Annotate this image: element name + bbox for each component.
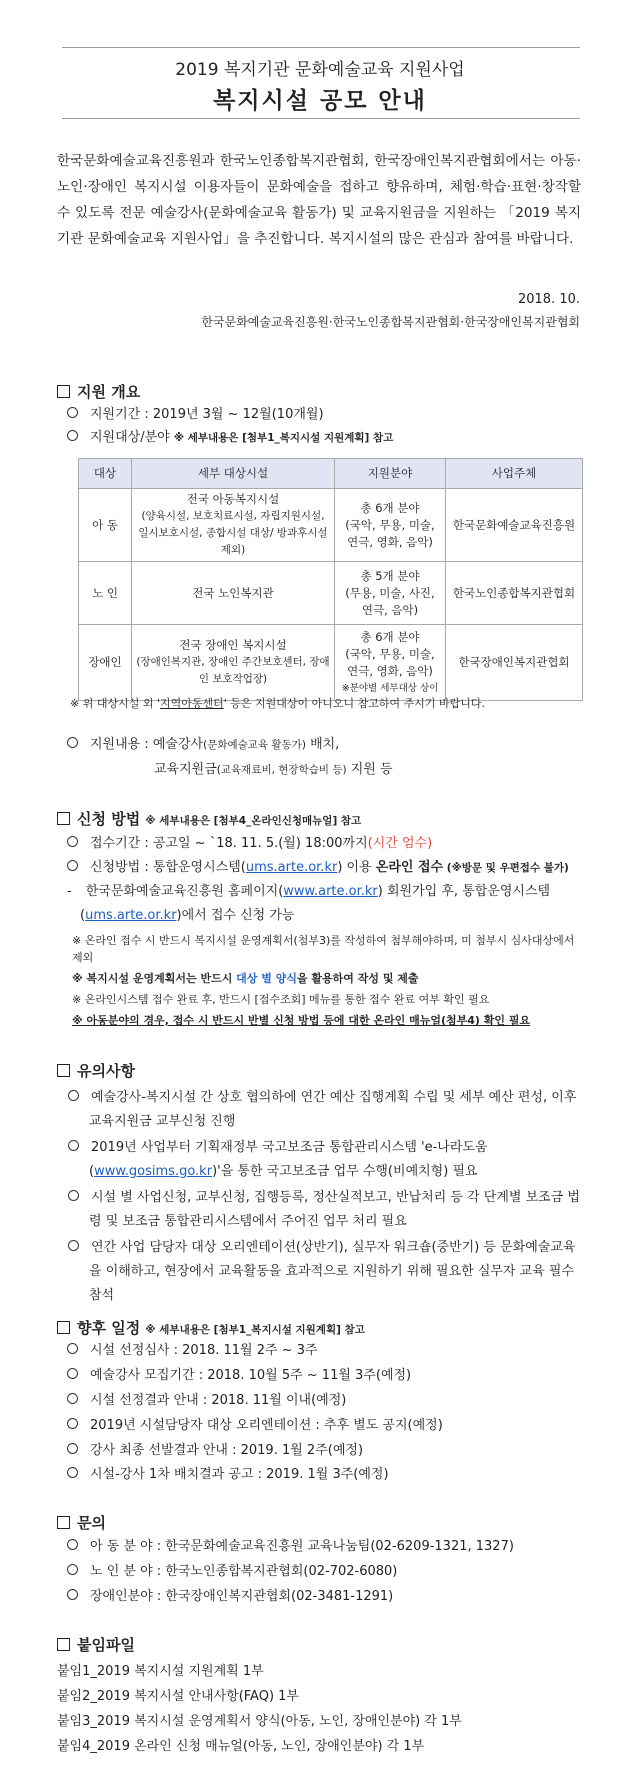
strict-time-text: (시간 엄수)	[367, 836, 433, 851]
circle-bullet-icon	[67, 836, 78, 847]
overview-target	[57, 428, 582, 448]
table-cell	[335, 489, 446, 562]
target-note: ※ 세부내용은 [첨부1_복지시설 지원계획] 참고	[173, 432, 394, 444]
apply-alt-2	[80, 906, 605, 926]
field-count: 총 6개 분야	[360, 629, 420, 644]
field-list: (국악, 무용, 미술, 연극, 영화, 음악)	[345, 646, 435, 678]
section-schedule	[57, 1317, 365, 1338]
circle-bullet-icon	[67, 1539, 78, 1550]
paren-text: (	[80, 908, 86, 923]
method-text: ) 이용	[337, 860, 376, 875]
schedule-item	[57, 1391, 582, 1411]
target-label: 지원대상/분야	[90, 430, 170, 445]
table-cell: 한국문화예술교육진흥원	[446, 489, 583, 562]
caution-text: 시설 별 사업신청, 교부신청, 집행등록, 정산실적보고, 반납처리 등 각 단계별 보조금 법령 및 보조금 통합관리시스템에서 주어진 업무 처리 필요	[89, 1190, 580, 1229]
circle-bullet-icon	[68, 1140, 79, 1151]
circle-bullet-icon	[67, 430, 78, 441]
notice-date: 2018. 10.	[517, 292, 580, 307]
table-cell: 한국장애인복지관협회	[446, 625, 583, 701]
table-cell	[335, 562, 446, 625]
note-text: ' 등은 지원대상이 아니오니 참고하여 주시기 바랍니다.	[223, 697, 486, 710]
content-text: 교육지원금	[154, 762, 217, 777]
table-cell: 전국 노인복지관	[132, 562, 335, 625]
method-note: (※방문 및 우편접수 불가)	[443, 862, 569, 874]
section-attachments	[57, 1634, 135, 1655]
online-text: 온라인 접수	[375, 860, 444, 875]
table-note	[70, 695, 582, 712]
top-rule	[62, 47, 580, 48]
field-note: ※분야별 세부대상 상이	[341, 682, 439, 694]
schedule-text: 예술강사 모집기간 : 2018. 10월 5주 ~ 11월 3주(예정)	[90, 1368, 412, 1383]
issuing-orgs: 한국문화예술교육진흥원·한국노인종합복지관협회·한국장애인복지관협회	[201, 315, 580, 329]
section-overview	[57, 381, 140, 402]
schedule-item	[57, 1341, 582, 1361]
circle-bullet-icon	[67, 1368, 78, 1379]
schedule-text: 시설 선정심사 : 2018. 11월 2주 ~ 3주	[90, 1343, 318, 1358]
attachment-item: 붙임4_2019 온라인 신청 매뉴얼(아동, 노인, 장애인분야) 각 1부	[57, 1739, 425, 1754]
contact-text: 노 인 분 야 : 한국노인종합복지관협회(02-702-6080)	[90, 1564, 398, 1579]
attachment-item: 붙임3_2019 복지시설 운영계획서 양식(아동, 노인, 장애인분야) 각 1부	[57, 1714, 462, 1729]
local-center-text: 지역아동센터	[159, 697, 224, 710]
note-text: ※ 위 대상시설 외 '	[70, 697, 160, 710]
circle-bullet-icon	[67, 1467, 78, 1478]
contact-item	[57, 1537, 582, 1557]
apply-note-3: ※ 온라인시스템 접수 완료 후, 반드시 [접수조회] 메뉴를 통한 접수 완료 여부 확인 필요	[72, 993, 490, 1006]
facility-name: 전국 아동복지시설	[186, 492, 280, 506]
ums-link[interactable]: ums.arte.or.kr	[245, 860, 338, 875]
section-heading: 지원 개요	[77, 383, 141, 401]
note-text: ※ 복지시설 운영계획서는 반드시	[72, 972, 237, 985]
facility-detail: (장애인복지관, 장애인 주간보호센터, 장애인 보호작업장)	[136, 656, 330, 685]
contact-text: 아 동 분 야 : 한국문화예술교육진흥원 교육나눔팀(02-6209-1321, 1327)	[90, 1539, 514, 1554]
schedule-item	[57, 1416, 582, 1436]
table-row	[79, 625, 583, 701]
overview-period	[57, 405, 582, 425]
page-title: 복지시설 공모 안내	[213, 88, 427, 114]
circle-bullet-icon	[67, 860, 78, 871]
section-note: ※ 세부내용은 [첨부1_복지시설 지원계획] 참고	[145, 1324, 365, 1336]
section-heading: 붙임파일	[77, 1636, 135, 1654]
arte-link[interactable]: www.arte.or.kr	[283, 884, 378, 899]
circle-bullet-icon	[67, 737, 78, 748]
table-header: 사업주체	[446, 459, 583, 489]
content-text: 배치,	[305, 737, 340, 752]
checkbox-icon	[57, 1638, 70, 1651]
table-cell: 한국노인종합복지관협회	[446, 562, 583, 625]
table-cell: 장애인	[79, 625, 132, 701]
period-text: 접수기간 : 공고일 ~ `18. 11. 5.(월) 18:00까지	[90, 836, 368, 851]
support-content-2	[154, 760, 574, 780]
checkbox-icon	[57, 385, 70, 398]
circle-bullet-icon	[67, 407, 78, 418]
apply-period	[57, 834, 582, 854]
schedule-text: 강사 최종 선발결과 안내 : 2019. 1월 2주(예정)	[90, 1443, 364, 1458]
section-caution	[57, 1060, 135, 1081]
table-row	[79, 562, 583, 625]
attachment-item: 붙임2_2019 복지시설 안내사항(FAQ) 1부	[57, 1689, 299, 1704]
caution-item: 2019년 사업부터 기획재정부 국고보조금 통합관리시스템 'e-나라도움 (www.gosims.go.kr)'을 통한 국고보조금 업무 수행(비예치형) 필요	[57, 1136, 582, 1184]
content-text: 지원내용 : 예술강사	[90, 737, 204, 752]
section-contact	[57, 1512, 106, 1533]
method-text: 신청방법 : 통합운영시스템(	[90, 860, 246, 875]
note-text: 을 활용하여 작성 및 제출	[296, 972, 419, 985]
circle-bullet-icon	[68, 1240, 79, 1251]
table-header: 세부 대상시설	[132, 459, 335, 489]
section-heading: 문의	[77, 1514, 106, 1532]
alt-text: )에서 접수 신청 가능	[176, 908, 295, 923]
period-text: 지원기간 : 2019년 3월 ~ 12월(10개월)	[90, 407, 324, 422]
caution-item	[57, 1186, 582, 1234]
gosims-link[interactable]: www.gosims.go.kr	[94, 1164, 213, 1179]
content-detail: (교육재료비, 현장학습비 등)	[216, 764, 347, 776]
table-cell	[132, 625, 335, 701]
apply-method	[57, 858, 582, 878]
schedule-text: 2019년 시설담당자 대상 오리엔테이션 : 추후 별도 공지(예정)	[90, 1418, 443, 1433]
caution-text: 예술강사-복지시설 간 상호 협의하에 연간 예산 집행계획 수립 및 세부 예산 편성, 이후 교육지원금 교부신청 진행	[89, 1090, 577, 1129]
circle-bullet-icon	[67, 1418, 78, 1429]
contact-item	[57, 1587, 582, 1607]
target-table	[78, 458, 583, 701]
alt-text: 한국문화예술교육진흥원 홈페이지(	[85, 884, 284, 899]
caution-text: )'을 통한 국고보조금 업무 수행(비예치형) 필요	[212, 1164, 478, 1179]
caution-text: 연간 사업 담당자 대상 오리엔테이션(상반기), 실무자 워크숍(중반기) 등 문화예술교육을 이해하고, 현장에서 교육활동을 효과적으로 지원하기 위해 필요한 실무자 교육 필수 참석	[89, 1240, 576, 1303]
circle-bullet-icon	[67, 1443, 78, 1454]
dash-bullet: -	[67, 884, 72, 899]
circle-bullet-icon	[67, 1393, 78, 1404]
section-note: ※ 세부내용은 [첨부4_온라인신청매뉴얼] 참고	[145, 815, 362, 827]
attachment-item: 붙임1_2019 복지시설 지원계획 1부	[57, 1664, 264, 1679]
table-cell	[132, 489, 335, 562]
circle-bullet-icon	[68, 1190, 79, 1201]
contact-item	[57, 1562, 582, 1582]
table-header: 대상	[79, 459, 132, 489]
caution-item	[57, 1236, 582, 1308]
caution-text: 2019년 사업부터 기획재정부 국고보조금 통합관리시스템 'e-나라도움	[91, 1140, 488, 1155]
title-rule	[62, 118, 580, 119]
contact-text: 장애인분야 : 한국장애인복지관협회(02-3481-1291)	[90, 1589, 394, 1604]
section-heading: 신청 방법	[77, 810, 141, 828]
checkbox-icon	[57, 1516, 70, 1529]
facility-name: 전국 장애인 복지시설	[179, 638, 287, 652]
field-list: (무용, 미술, 사진, 연극, 음악)	[345, 585, 435, 617]
table-header: 지원분야	[335, 459, 446, 489]
checkbox-icon	[57, 1064, 70, 1077]
intro-paragraph: 한국문화예술교육진흥원과 한국노인종합복지관협회, 한국장애인복지관협회에서는 아동·노인·장애인 복지시설 이용자들이 문화예술을 접하고 향유하며, 체험·학습·표현·창작할 수 있도록 전문 예술강사(문화예술교육 활동가) 및 교육지원금을 지원하는 「2019 복지기관 문화예술교육 지원사업」을 추진합니다. 복지시설의 많은 관심과 참여를 바랍니다.	[57, 153, 581, 247]
table-cell	[335, 625, 446, 701]
checkbox-icon	[57, 1321, 70, 1334]
ums-link[interactable]: ums.arte.or.kr	[85, 908, 177, 923]
schedule-item	[57, 1465, 582, 1485]
schedule-text: 시설-강사 1차 배치결과 공고 : 2019. 1월 3주(예정)	[90, 1467, 389, 1482]
content-detail: (문화예술교육 활동가)	[203, 739, 306, 751]
table-header-row	[79, 459, 583, 489]
schedule-item	[57, 1441, 582, 1461]
field-list: (국악, 무용, 미술, 연극, 영화, 음악)	[345, 517, 435, 549]
checkbox-icon	[57, 812, 70, 825]
apply-note-4: ※ 아동분야의 경우, 접수 시 반드시 반별 신청 방법 등에 대한 온라인 매뉴얼(첨부4) 확인 필요	[72, 1014, 531, 1027]
circle-bullet-icon	[67, 1564, 78, 1575]
apply-alt	[57, 882, 582, 902]
field-count: 총 5개 분야	[360, 568, 420, 583]
section-apply	[57, 808, 361, 829]
table-row	[79, 489, 583, 562]
caution-item	[57, 1086, 582, 1134]
table-cell: 노 인	[79, 562, 132, 625]
circle-bullet-icon	[67, 1343, 78, 1354]
content-text: 지원 등	[346, 762, 393, 777]
note-highlight: 대상 별 양식	[236, 972, 297, 985]
circle-bullet-icon	[68, 1090, 79, 1101]
support-content	[57, 735, 582, 755]
section-heading: 유의사항	[77, 1062, 135, 1080]
alt-text: ) 회원가입 후, 통합운영시스템	[377, 884, 551, 899]
table-cell: 아 동	[79, 489, 132, 562]
field-count: 총 6개 분야	[360, 500, 420, 515]
facility-detail: (양육시설, 보호치료시설, 자립지원시설, 일시보호시설, 종합시설 대상/ 방과후시설 제외)	[138, 510, 328, 556]
schedule-item	[57, 1366, 582, 1386]
program-title: 2019 복지기관 문화예술교육 지원사업	[175, 60, 465, 80]
apply-note-2	[72, 970, 584, 987]
circle-bullet-icon	[67, 1589, 78, 1600]
apply-note-1: ※ 온라인 접수 시 반드시 복지시설 운영계획서(첨부3)를 작성하여 첨부해야하며, 미 첨부시 심사대상에서 제외	[72, 934, 575, 964]
schedule-text: 시설 선정결과 안내 : 2018. 11월 이내(예정)	[90, 1393, 347, 1408]
section-heading: 향후 일정	[77, 1319, 141, 1337]
